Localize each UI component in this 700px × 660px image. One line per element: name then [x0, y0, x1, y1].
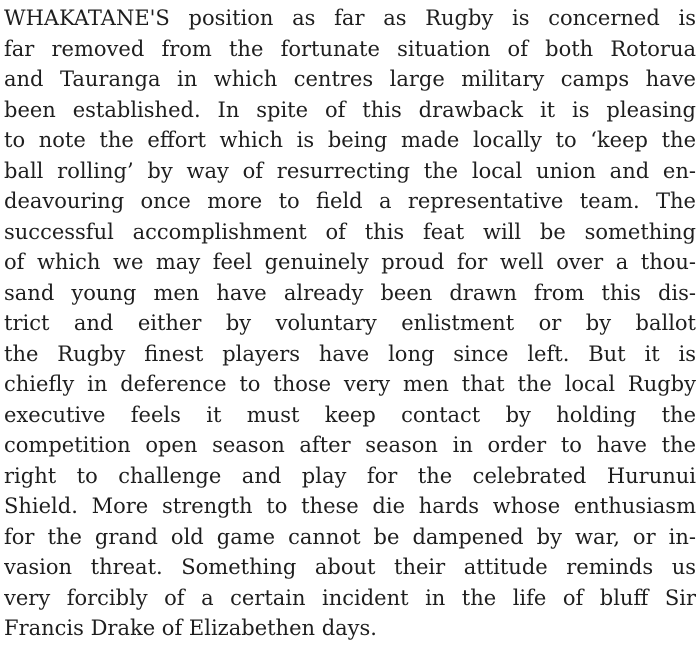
text-line: Francis Drake of Elizabethen days. [4, 616, 377, 640]
text-line: for the grand old game cannot be dampened by war, or in- [4, 524, 696, 549]
text-line: deavouring once more to field a representative team. The [4, 189, 696, 213]
article-text [4, 3, 696, 644]
text-line: right to challenge and play for the celebrated Hurunui [4, 463, 696, 488]
text-line: ball rolling’ by way of resurrecting the local union and en- [4, 158, 696, 183]
text-line: very forcibly of a certain incident in the life of bluff Sir [4, 585, 696, 610]
text-line: far removed from the fortunate situation of both Rotorua [4, 36, 696, 61]
text-line: been established. In spite of this drawback it is pleasing [4, 97, 696, 122]
text-line: chiefly in deference to those very men that the local Rugby [4, 372, 696, 396]
text-line: WHAKATANE'S position as far as Rugby is concerned is [4, 6, 696, 30]
text-line: to note the effort which is being made locally to ‘keep the [4, 128, 696, 152]
text-line: of which we may feel genuinely proud for well over a thou- [4, 250, 696, 274]
text-line: trict and either by voluntary enlistment or by ballot [4, 311, 696, 335]
text-line: sand young men have already been drawn from this dis- [4, 280, 696, 305]
text-line: competition open season after season in order to have the [4, 433, 696, 457]
text-line: Shield. More strength to these die hards whose enthusiasm [4, 494, 696, 518]
text-line: the Rugby finest players have long since left. But it is [4, 341, 696, 366]
text-line: vasion threat. Something about their attitude reminds us [4, 555, 696, 579]
text-line: successful accomplishment of this feat will be something [4, 219, 696, 244]
text-line: and Tauranga in which centres large military camps have [4, 67, 696, 91]
text-line: executive feels it must keep contact by holding the [4, 402, 696, 427]
